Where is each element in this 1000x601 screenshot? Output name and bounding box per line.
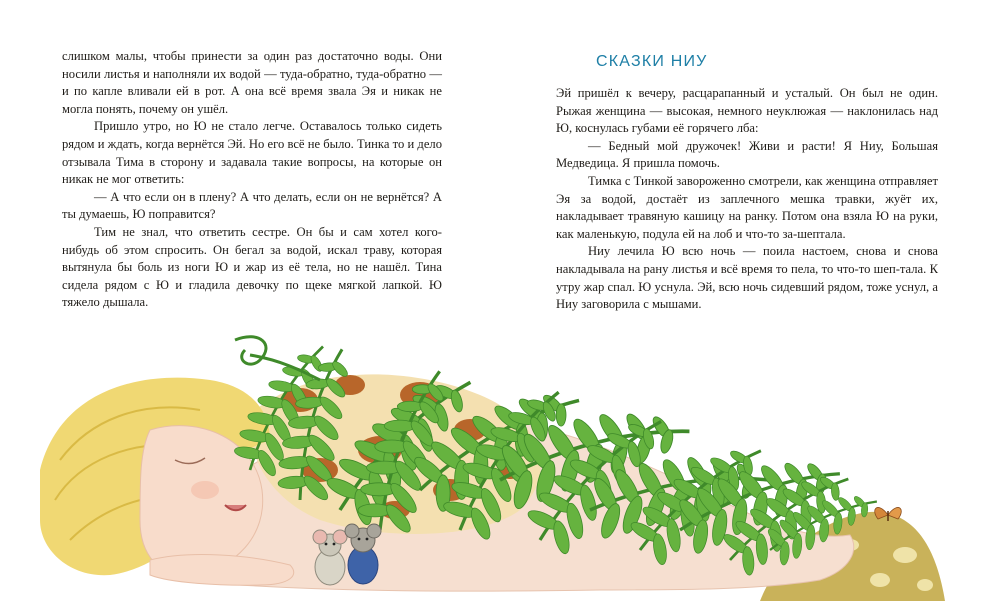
dialogue-paragraph: — А что если он в плену? А что делать, если он не вернётся? А ты думаешь, Ю поправится? — [62, 189, 442, 222]
right-text-column — [556, 85, 938, 314]
paragraph: Тим не знал, что ответить сестре. Он бы и сам хотел кого-нибудь об этом спросить. Он бегал за водой, искал траву, которая вытянула бы боль из ноги Ю и жар из её тела, но не нашёл. Тина сидела рядом с Ю и гладила девочку по щеке мягкой лапкой. Ю тяжело дышала. — [62, 224, 442, 310]
paragraph: Тимка с Тинкой завороженно смотрели, как женщина отправляет Эя за водой, достаёт из заплечного мешка травки, жуёт их, накладывает травяную кашицу на ранку. Потом она взяла Ю на руки, как маленькую, подула ей на лоб и что-то за-шептала. — [556, 173, 938, 241]
paragraph: Ниу лечила Ю всю ночь — поила настоем, снова и снова накладывала на рану листья и всё время то пела, то что-то шеп-тала. К утру жар спал. Ю уснула. Эй, всю ночь сидевший рядом, тоже уснул, а Ниу заговорила с мышами. — [556, 244, 938, 312]
running-header-title: СКАЗКИ НИУ — [596, 53, 708, 70]
left-text-column — [62, 48, 442, 312]
dialogue-paragraph: — Бедный мой дружочек! Живи и расти! Я Ниу, Большая Медведица. Я пришла помочь. — [556, 138, 938, 171]
sleeping-girl-illustration — [0, 300, 1000, 601]
butterfly — [875, 507, 902, 521]
paragraph: Пришло утро, но Ю не стало легче. Оставалось только сидеть рядом и ждать, когда вернётся Эй. Но его всё не было. Тинка то и дело отзывала Тима в сторону и задавала такие вопросы, на которые он никак не мог ответить: — [62, 119, 442, 187]
paragraph: слишком малы, чтобы принести за один раз достаточно воды. Они носили листья и наполняли их водой — туда-обратно, туда-обратно — и по капле вливали ей в рот. А она всё время звала Эя и никак не могла понять, почему он ушёл. — [62, 49, 442, 116]
paragraph: Эй пришёл к вечеру, расцарапанный и усталый. Он был не один. Рыжая женщина — высокая, немного неуклюжая — наклонилась над Ю, коснулась губами её горячего лба: — [556, 86, 938, 136]
